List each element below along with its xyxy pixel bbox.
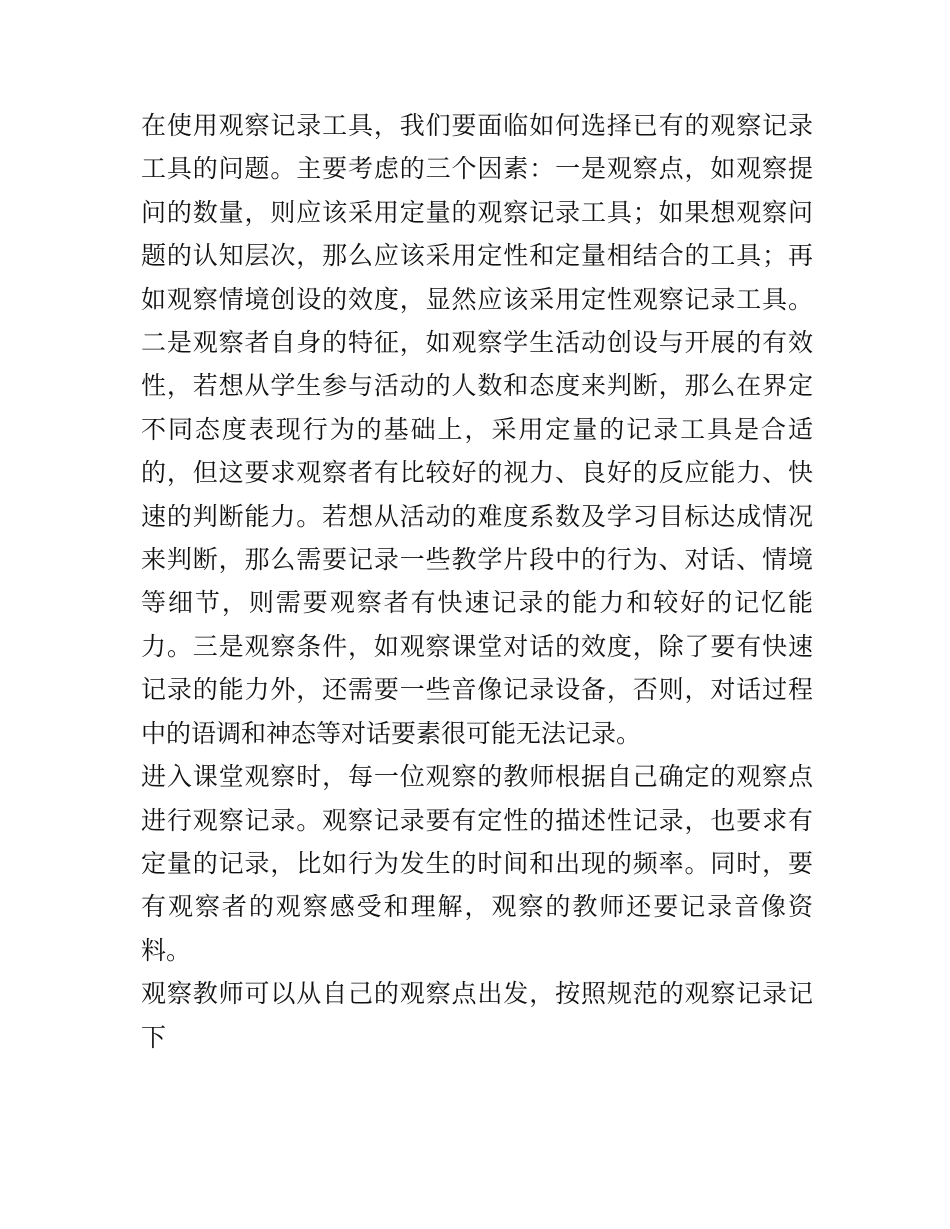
paragraph-observer-teacher: 观察教师可以从自己的观察点出发，按照规范的观察记录记下 — [141, 979, 813, 1052]
paragraph-classroom-observation: 进入课堂观察时，每一位观察的教师根据自己确定的观察点进行观察记录。观察记录要有定性的描述性记录，也要求有定量的记录，比如行为发生的时间和出现的频率。同时，要有观察者的观察感受和理解，观察的教师还要记录音像资料。 — [141, 762, 813, 965]
paragraph-observation-tools: 在使用观察记录工具，我们要面临如何选择已有的观察记录工具的问题。主要考虑的三个因素：一是观察点，如观察提问的数量，则应该采用定量的观察记录工具；如果想观察问题的认知层次，那么应该采用定性和定量相结合的工具；再如观察情境创设的效度，显然应该采用定性观察记录工具。二是观察者自身的特征，如观察学生活动创设与开展的有效性，若想从学生参与活动的人数和态度来判断，那么在界定不同态度表现行为的基础上，采用定量的记录工具是合适的，但这要求观察者有比较好的视力、良好的反应能力、快速的判断能力。若想从活动的难度系数及学习目标达成情况来判断，那么需要记录一些教学片段中的行为、对话、情境等细节，则需要观察者有快速记录的能力和较好的记忆能力。三是观察条件，如观察课堂对话的效度，除了要有快速记录的能力外，还需要一些音像记录设备，否则，对话过程中的语调和神态等对话要素很可能无法记录。 — [141, 111, 813, 748]
body-text — [141, 104, 813, 1059]
